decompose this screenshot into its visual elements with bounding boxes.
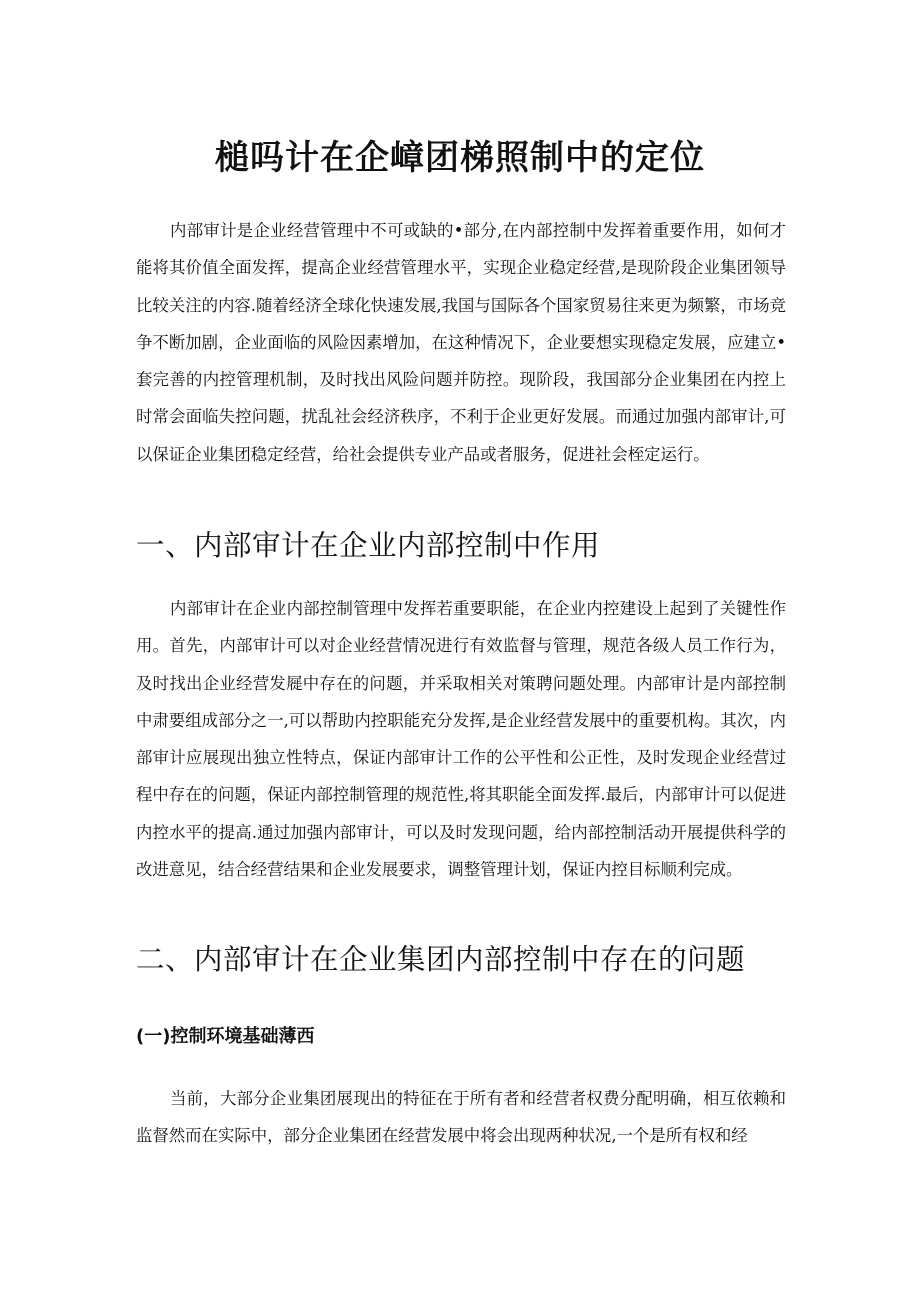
- subsection-paragraph-control-environment: 当前，大部分企业集团展现出的特征在于所有者和经营者权费分配明确，相互依赖和监督然而在实际中，部分企业集团在经营发展中将会出现两种状况,一个是所有权和经: [136, 1089, 786, 1146]
- section-paragraph-role-of-internal-audit: 内部审计在企业内部控制管理中发挥若重要职能，在企业内控建设上起到了关键性作用。首先，内部审计可以对企业经营情况进行有效监督与管理，规范各级人员工作行为，及时找出企业经营发屣中存在的问题，并采取相关对策聘问题处理。内部审计是内部控制中肃要组成部分之一,可以帮助内控职能充分发挥,是企业经营发展中的重要机构。其次，内部审计应展现出独立性特点，保证内部审计工作的公平性和公正性，及时发现企业经营过程中存在的问题，保证内部控制管理的规范性,将其职能全面发挥.最后，内部审计可以促进内控水平的提高.通过加强内部审计，可以及时发现问题，给内部控制活动开展提供科学的改进意见，结合经营结果和企业发展要求，调整管理计划，保证内控目标顺利完成。: [136, 599, 786, 880]
- section-heading-role-of-internal-audit: 一、内部审计在企业内部控制中作用: [136, 529, 601, 562]
- section-heading-existing-problems: 二、内部审计在企业集团内部控制中存在的问题: [136, 943, 746, 976]
- intro-paragraph: 内部审计是企业经营管理中不可或缺的•部分,在内部控制中发挥着重要作用，如何才能将其价值全面发挥，提高企业经营管理水平，实现企业稳定经营,是现阶段企业集团领导比较关注的内容.随着经济全球化快速发展,我国与国际各个国家贸易往来更为频繁，市场竞争不断加剧，企业面临的风险因素增加，在这种情况下，企业要想实现稳定发展，应建立•套完善的内控管理机制，及时找出风险问题并防控。现阶段，我国部分企业集团在内控上时常会面临失控问题，扰乱社会经济秩序，不利于企业更好发展。而通过加强内部审计,可以保证企业集团稳定经营，给社会提供专业产品或者服务，促进社会桎定运行。: [136, 221, 786, 464]
- document-title: 槌吗计在企嶂团梯照制中的定位: [215, 138, 705, 178]
- subsection-heading-control-environment: (一)控制环境基础薄西: [136, 1026, 315, 1047]
